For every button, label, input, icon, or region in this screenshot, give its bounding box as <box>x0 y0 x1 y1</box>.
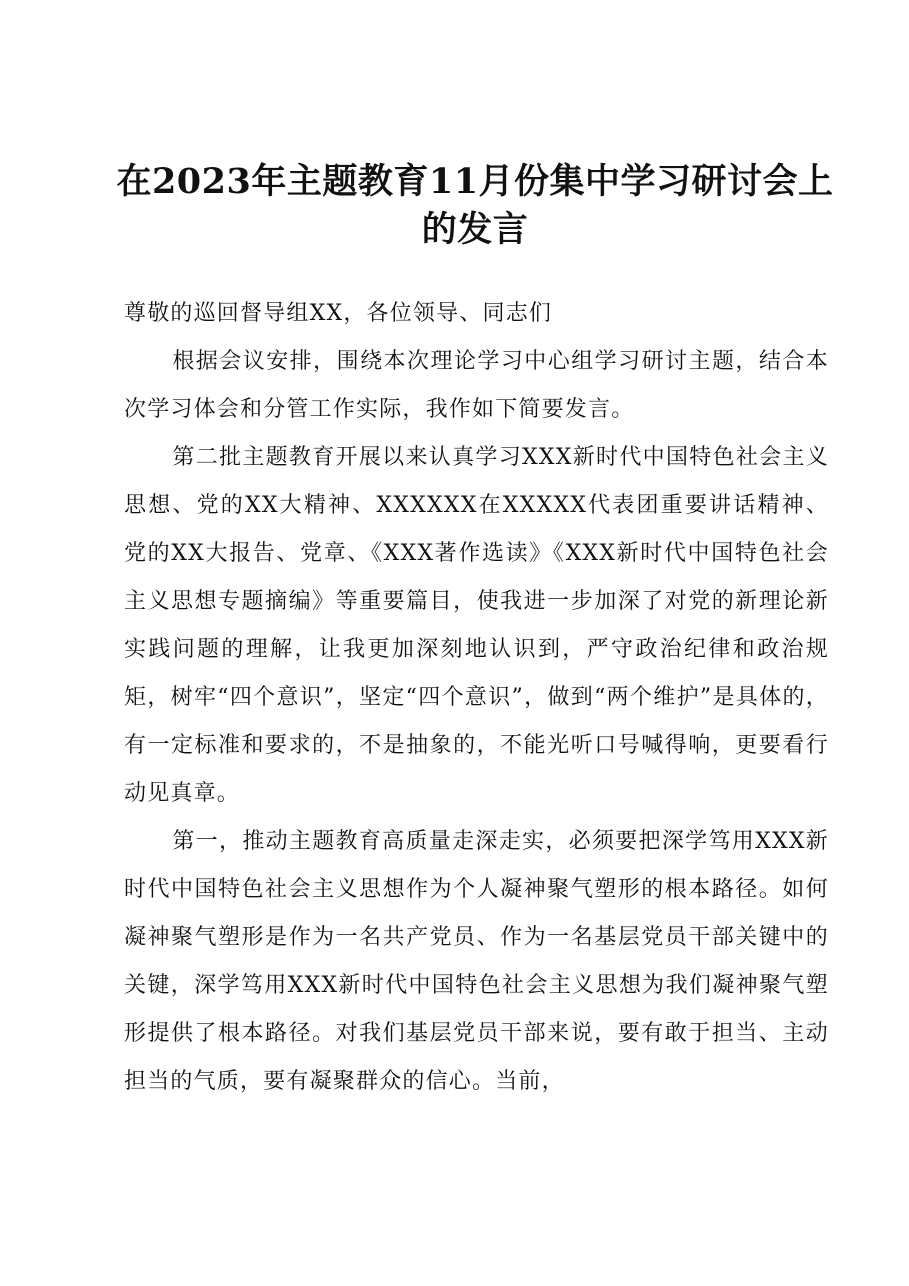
study-summary-paragraph: 第二批主题教育开展以来认真学习XXX新时代中国特色社会主义思想、党的XX大精神、XXXXXX在XXXXX代表团重要讲话精神、党的XX大报告、党章、《XXX著作选读》《XXX新时代中国特色社会主义思想专题摘编》等重要篇目，使我进一步加深了对党的新理论新实践问题的理解，让我更加深刻地认识到，严守政治纪律和政治规矩，树牢“四个意识”，坚定“四个意识”，做到“两个维护”是具体的，有一定标准和要求的，不是抽象的，不能光听口号喊得响，更要看行动见真章。 <box>124 445 829 806</box>
document-body <box>124 290 829 1106</box>
first-point-paragraph: 第一，推动主题教育高质量走深走实，必须要把深学笃用XXX新时代中国特色社会主义思想作为个人凝神聚气塑形的根本路径。如何凝神聚气塑形是作为一名共产党员、作为一名基层党员干部关键中的关键，深学笃用XXX新时代中国特色社会主义思想为我们凝神聚气塑形提供了根本路径。对我们基层党员干部来说，要有敢于担当、主动担当的气质，要有凝聚群众的信心。当前， <box>124 829 829 1094</box>
intro-paragraph: 根据会议安排，围绕本次理论学习中心组学习研讨主题，结合本次学习体会和分管工作实际，我作如下简要发言。 <box>124 349 829 422</box>
document-title: 在2023年主题教育11月份集中学习研讨会上的发言 <box>116 161 834 250</box>
salutation-paragraph: 尊敬的巡回督导组XX，各位领导、同志们 <box>124 301 553 326</box>
